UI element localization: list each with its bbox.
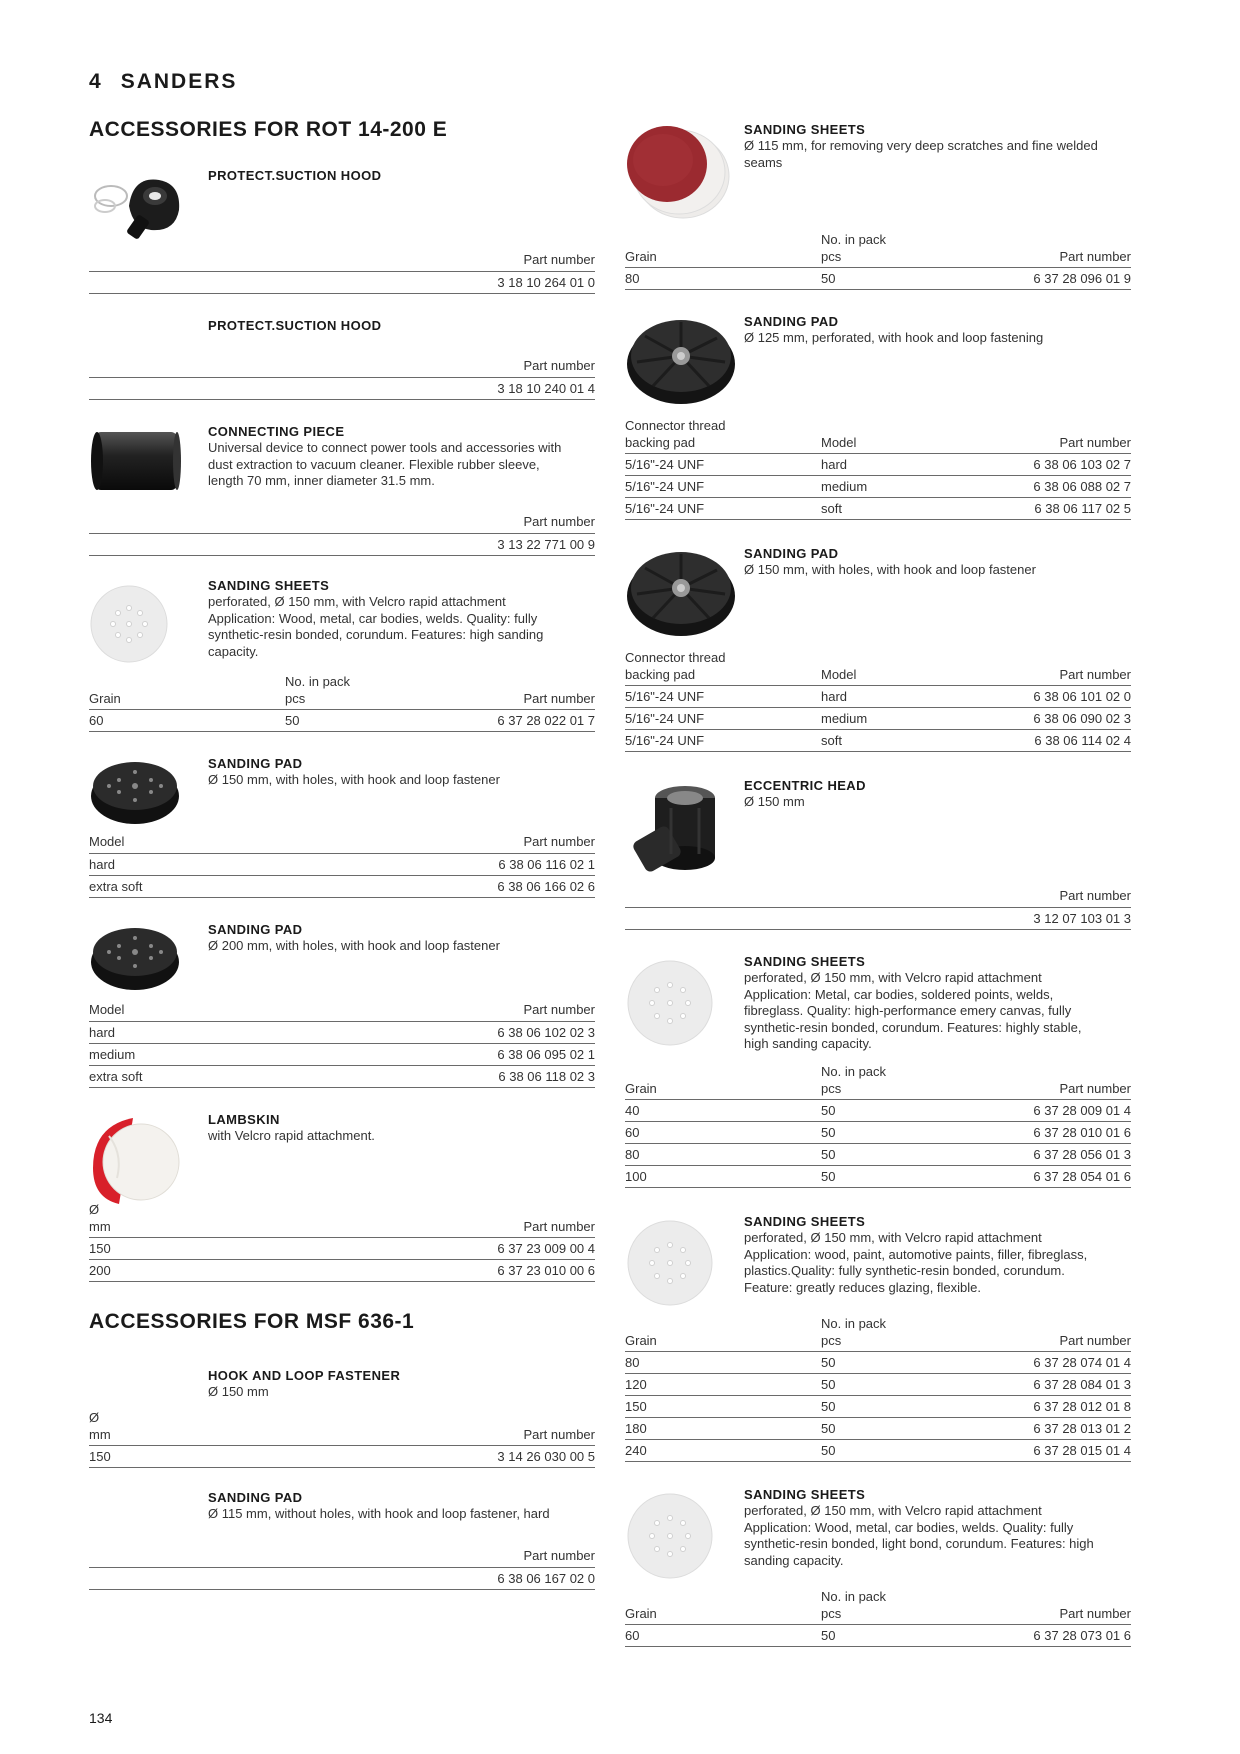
part-number: 6 37 28 084 01 3 — [971, 1374, 1131, 1396]
model-cell: hard — [89, 1021, 268, 1043]
header-model: Model — [89, 834, 268, 853]
table-row — [89, 1567, 595, 1589]
header-no-in-pack: No. in pack pcs — [821, 232, 971, 268]
table-row — [89, 875, 595, 897]
part-number: 6 37 28 074 01 4 — [971, 1352, 1131, 1374]
desc-line: Ø 150 mm — [208, 1384, 269, 1399]
sanding-disc-image — [625, 958, 715, 1048]
header-model: Model — [821, 418, 971, 454]
table-row — [625, 907, 1131, 929]
header-part-number: Part number — [971, 1064, 1131, 1100]
header-grain: Grain — [625, 1316, 821, 1352]
pack-cell: 50 — [821, 1396, 971, 1418]
model-cell: medium — [821, 476, 971, 498]
desc-line: Ø 115 mm, for removing very deep scratches and fine welded — [744, 138, 1098, 153]
table-row — [89, 1021, 595, 1043]
model-cell: soft — [821, 730, 971, 752]
spec-table — [625, 650, 1131, 752]
product-title: SANDING SHEETS — [744, 122, 866, 137]
part-number: 6 38 06 167 02 0 — [89, 1567, 595, 1589]
header-part-number: Part number — [971, 232, 1131, 268]
desc-line: fibreglass. Quality: high-performance emery canvas, fully — [744, 1003, 1072, 1018]
pack-cell: 50 — [821, 1100, 971, 1122]
grain-cell: 60 — [625, 1122, 821, 1144]
connector-cell: 5/16"-24 UNF — [625, 730, 821, 752]
model-cell: hard — [89, 853, 268, 875]
product-title: CONNECTING PIECE — [208, 424, 345, 439]
part-number: 3 13 22 771 00 9 — [89, 533, 595, 555]
product-title: SANDING SHEETS — [744, 1487, 866, 1502]
header-grain: Grain — [89, 674, 285, 710]
model-cell: extra soft — [89, 1065, 268, 1087]
part-number: 6 38 06 117 02 5 — [971, 498, 1131, 520]
part-number: 6 37 28 056 01 3 — [971, 1144, 1131, 1166]
sanding-pad-image — [89, 922, 181, 1012]
part-number: 6 37 28 013 01 2 — [971, 1418, 1131, 1440]
desc-line: Universal device to connect power tools and accessories with — [208, 440, 562, 455]
table-row — [625, 476, 1131, 498]
header-part-number: Part number — [435, 674, 595, 710]
desc-line: Application: Wood, metal, car bodies, welds. Quality: fully — [744, 1519, 1074, 1535]
spec-table — [89, 1548, 595, 1590]
header-part-number: Part number — [625, 888, 1131, 907]
header-diameter: Ø mm — [89, 1202, 181, 1238]
connector-cell: 5/16"-24 UNF — [625, 498, 821, 520]
part-number: 6 38 06 103 02 7 — [971, 454, 1131, 476]
spec-table — [89, 1410, 595, 1468]
grain-cell: 150 — [625, 1396, 821, 1418]
desc-line: perforated, Ø 150 mm, with Velcro rapid attachment — [744, 970, 1042, 985]
spec-table — [625, 888, 1131, 930]
table-row — [625, 1625, 1131, 1647]
product-title: PROTECT.SUCTION HOOD — [208, 318, 382, 333]
header-part-number: Part number — [971, 418, 1131, 454]
product-title: SANDING SHEETS — [208, 578, 330, 593]
spec-table — [89, 252, 595, 294]
desc-line: perforated, Ø 150 mm, with Velcro rapid attachment — [208, 594, 506, 609]
sanding-pad-image — [89, 756, 181, 846]
header-grain: Grain — [625, 1589, 821, 1625]
header-part-number: Part number — [89, 514, 595, 533]
part-number: 3 14 26 030 00 5 — [181, 1446, 595, 1468]
lambskin-image — [89, 1112, 181, 1208]
desc-line: Ø 150 mm — [744, 794, 805, 809]
table-row — [89, 1260, 595, 1282]
header-part-number: Part number — [181, 1410, 595, 1446]
part-number: 6 38 06 116 02 1 — [268, 853, 595, 875]
grain-cell: 120 — [625, 1374, 821, 1396]
part-number: 6 37 28 054 01 6 — [971, 1166, 1131, 1188]
part-number: 6 38 06 088 02 7 — [971, 476, 1131, 498]
header-part-number: Part number — [89, 1548, 595, 1567]
header-part-number: Part number — [971, 1589, 1131, 1625]
part-number: 6 38 06 118 02 3 — [268, 1065, 595, 1087]
product-title: SANDING PAD — [744, 314, 839, 329]
spec-table — [89, 1202, 595, 1282]
header-grain: Grain — [625, 232, 821, 268]
desc-line: capacity. — [208, 643, 259, 659]
pack-cell: 50 — [821, 1374, 971, 1396]
pack-cell: 50 — [821, 1166, 971, 1188]
desc-line: synthetic-resin bonded, corundum. Features: highly stable, — [744, 1019, 1082, 1035]
part-number: 6 37 28 015 01 4 — [971, 1440, 1131, 1462]
table-row — [625, 1100, 1131, 1122]
header-model: Model — [89, 1002, 268, 1021]
product-title: SANDING SHEETS — [744, 954, 866, 969]
desc-line: Application: Metal, car bodies, soldered points, welds, — [744, 986, 1054, 1002]
eccentric-head-image — [625, 778, 737, 898]
spec-table — [89, 514, 595, 556]
product-title: SANDING PAD — [208, 756, 303, 771]
page-header — [89, 70, 237, 94]
desc-line: with Velcro rapid attachment. — [208, 1128, 375, 1143]
spec-table — [89, 1002, 595, 1088]
desc-line: perforated, Ø 150 mm, with Velcro rapid attachment — [744, 1503, 1042, 1518]
header-part-number: Part number — [268, 1002, 595, 1021]
part-number: 3 18 10 240 01 4 — [89, 377, 595, 399]
part-number: 6 38 06 090 02 3 — [971, 708, 1131, 730]
table-row — [89, 1238, 595, 1260]
table-row — [625, 708, 1131, 730]
table-row — [89, 377, 595, 399]
part-number: 6 37 28 009 01 4 — [971, 1100, 1131, 1122]
table-row — [625, 1418, 1131, 1440]
product-title: SANDING PAD — [208, 922, 303, 937]
table-row — [89, 1043, 595, 1065]
product-title: SANDING PAD — [744, 546, 839, 561]
model-cell: medium — [821, 708, 971, 730]
section-title-msf: ACCESSORIES FOR MSF 636-1 — [89, 1310, 415, 1333]
pack-cell: 50 — [285, 710, 435, 732]
model-cell: medium — [89, 1043, 268, 1065]
header-no-in-pack: No. in pack pcs — [821, 1316, 971, 1352]
grain-cell: 60 — [625, 1625, 821, 1647]
desc-line: sanding capacity. — [744, 1552, 844, 1568]
grain-cell: 80 — [625, 1352, 821, 1374]
desc-line: Ø 115 mm, without holes, with hook and loop fastener, hard — [208, 1506, 550, 1521]
suction-hood-image — [89, 166, 181, 256]
table-row — [625, 454, 1131, 476]
desc-line: high sanding capacity. — [744, 1036, 872, 1051]
grain-cell: 240 — [625, 1440, 821, 1462]
desc-line: synthetic-resin bonded, corundum. Features: high sanding — [208, 627, 544, 642]
part-number: 6 37 28 096 01 9 — [971, 268, 1131, 290]
sanding-disc-image — [89, 582, 169, 666]
header-connector: Connector thread backing pad — [625, 418, 821, 454]
grain-cell: 80 — [625, 1144, 821, 1166]
part-number: 6 37 23 009 00 4 — [181, 1238, 595, 1260]
pack-cell: 50 — [821, 1352, 971, 1374]
spec-table — [625, 1316, 1131, 1462]
header-part-number: Part number — [89, 252, 595, 271]
model-cell: hard — [821, 686, 971, 708]
part-number: 6 38 06 114 02 4 — [971, 730, 1131, 752]
model-cell: soft — [821, 498, 971, 520]
header-model: Model — [821, 650, 971, 686]
header-connector: Connector thread backing pad — [625, 650, 821, 686]
desc-line: length 70 mm, inner diameter 31.5 mm. — [208, 473, 435, 488]
pack-cell: 50 — [821, 1625, 971, 1647]
grain-cell: 60 — [89, 710, 285, 732]
header-part-number: Part number — [971, 1316, 1131, 1352]
pack-cell: 50 — [821, 1122, 971, 1144]
table-row — [89, 1065, 595, 1087]
table-row — [89, 853, 595, 875]
table-row — [625, 1144, 1131, 1166]
connector-cell: 5/16"-24 UNF — [625, 686, 821, 708]
section-title-rot: ACCESSORIES FOR ROT 14-200 E — [89, 118, 448, 141]
table-row — [625, 1352, 1131, 1374]
spec-table — [89, 834, 595, 898]
part-number: 3 18 10 264 01 0 — [89, 271, 595, 293]
product-title: SANDING SHEETS — [744, 1214, 866, 1229]
desc-line: Ø 150 mm, with holes, with hook and loop fastener — [208, 772, 500, 787]
product-title: LAMBSKIN — [208, 1112, 280, 1127]
header-no-in-pack: No. in pack pcs — [285, 674, 435, 710]
sanding-pad-image — [625, 314, 737, 406]
desc-line: plastics.Quality: fully synthetic-resin bonded, corundum. — [744, 1263, 1065, 1278]
spec-table — [625, 1064, 1131, 1188]
product-title: SANDING PAD — [208, 1490, 303, 1505]
diameter-cell: 150 — [89, 1238, 181, 1260]
spec-table — [89, 674, 595, 732]
pack-cell: 50 — [821, 268, 971, 290]
grain-cell: 100 — [625, 1166, 821, 1188]
header-part-number: Part number — [268, 834, 595, 853]
pack-cell: 50 — [821, 1418, 971, 1440]
table-row — [89, 710, 595, 732]
sanding-disc-image — [625, 1218, 715, 1308]
part-number: 6 38 06 102 02 3 — [268, 1021, 595, 1043]
header-grain: Grain — [625, 1064, 821, 1100]
desc-line: Feature: greatly reduces glazing, flexible. — [744, 1279, 982, 1295]
part-number: 6 37 28 073 01 6 — [971, 1625, 1131, 1647]
sanding-disc-image — [625, 1491, 715, 1581]
part-number: 6 38 06 095 02 1 — [268, 1043, 595, 1065]
header-no-in-pack: No. in pack pcs — [821, 1064, 971, 1100]
header-part-number: Part number — [181, 1202, 595, 1238]
spec-table — [625, 418, 1131, 520]
table-row — [89, 1446, 595, 1468]
table-row — [625, 1374, 1131, 1396]
table-row — [625, 686, 1131, 708]
connector-cell: 5/16"-24 UNF — [625, 454, 821, 476]
connector-cell: 5/16"-24 UNF — [625, 476, 821, 498]
pack-cell: 50 — [821, 1144, 971, 1166]
model-cell: extra soft — [89, 875, 268, 897]
desc-line: Ø 200 mm, with holes, with hook and loop fastener — [208, 938, 500, 953]
diameter-cell: 150 — [89, 1446, 181, 1468]
sanding-sheets-stack-image — [625, 122, 737, 222]
chapter-number: 4 — [89, 70, 103, 93]
desc-line: synthetic-resin bonded, light bond, corundum. Features: high — [744, 1536, 1094, 1551]
desc-line: Application: wood, paint, automotive paints, filler, fibreglass, — [744, 1246, 1088, 1262]
connector-cell: 5/16"-24 UNF — [625, 708, 821, 730]
table-row — [625, 1122, 1131, 1144]
diameter-cell: 200 — [89, 1260, 181, 1282]
table-row — [625, 268, 1131, 290]
part-number: 6 37 28 010 01 6 — [971, 1122, 1131, 1144]
header-no-in-pack: No. in pack pcs — [821, 1589, 971, 1625]
grain-cell: 180 — [625, 1418, 821, 1440]
desc-line: Application: Wood, metal, car bodies, welds. Quality: fully — [208, 610, 538, 626]
desc-line: perforated, Ø 150 mm, with Velcro rapid attachment — [744, 1230, 1042, 1245]
table-row — [89, 271, 595, 293]
part-number: 6 38 06 166 02 6 — [268, 875, 595, 897]
spec-table — [625, 232, 1131, 290]
part-number: 6 38 06 101 02 0 — [971, 686, 1131, 708]
spec-table — [89, 358, 595, 400]
page-number: 134 — [89, 1710, 113, 1726]
header-part-number: Part number — [971, 650, 1131, 686]
connecting-piece-image — [89, 424, 181, 514]
product-title: HOOK AND LOOP FASTENER — [208, 1368, 401, 1383]
table-row — [89, 533, 595, 555]
desc-line: dust extraction to vacuum cleaner. Flexible rubber sleeve, — [208, 456, 540, 472]
header-diameter: Ø mm — [89, 1410, 181, 1446]
grain-cell: 40 — [625, 1100, 821, 1122]
desc-line: Ø 125 mm, perforated, with hook and loop fastening — [744, 330, 1044, 345]
product-title: ECCENTRIC HEAD — [744, 778, 866, 793]
part-number: 6 37 28 012 01 8 — [971, 1396, 1131, 1418]
spec-table — [625, 1589, 1131, 1647]
grain-cell: 80 — [625, 268, 821, 290]
pack-cell: 50 — [821, 1440, 971, 1462]
model-cell: hard — [821, 454, 971, 476]
part-number: 6 37 28 022 01 7 — [435, 710, 595, 732]
part-number: 3 12 07 103 01 3 — [625, 907, 1131, 929]
table-row — [625, 1440, 1131, 1462]
chapter-title: SANDERS — [120, 70, 238, 93]
header-part-number: Part number — [89, 358, 595, 377]
desc-line: Ø 150 mm, with holes, with hook and loop fastener — [744, 562, 1036, 577]
table-row — [625, 1396, 1131, 1418]
table-row — [625, 1166, 1131, 1188]
table-row — [625, 498, 1131, 520]
product-title: PROTECT.SUCTION HOOD — [208, 168, 382, 183]
sanding-pad-image — [625, 546, 737, 638]
table-row — [625, 730, 1131, 752]
desc-line: seams — [744, 154, 783, 170]
part-number: 6 37 23 010 00 6 — [181, 1260, 595, 1282]
